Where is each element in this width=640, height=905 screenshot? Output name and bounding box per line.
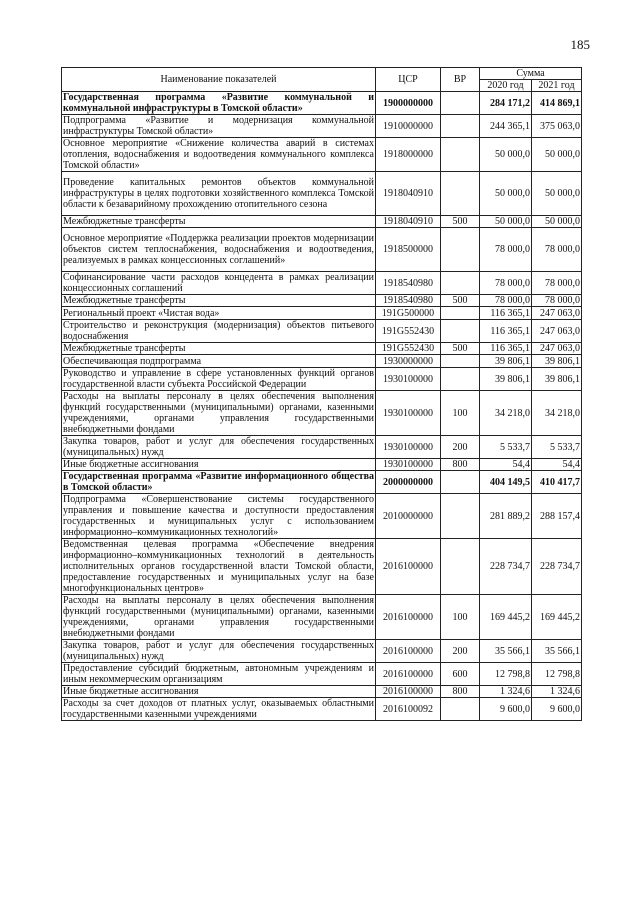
row-csr: 1910000000 — [376, 115, 441, 138]
row-sum-2020: 228 734,7 — [480, 539, 532, 595]
row-sum-2021: 228 734,7 — [532, 539, 582, 595]
row-name: Расходы на выплаты персоналу в целях обеспечения выполнения функций государственными (муниципальными) органами, казенными учреждениями, органами управления государственными внебюджетными фондами — [63, 595, 374, 639]
table-row — [62, 640, 582, 663]
row-csr: 2016100000 — [376, 595, 441, 640]
row-sum-2021: 35 566,1 — [532, 640, 582, 663]
row-csr: 2016100000 — [376, 539, 441, 595]
table-row — [62, 663, 582, 686]
row-sum-2020: 284 171,2 — [480, 92, 532, 115]
row-name: Закупка товаров, работ и услуг для обеспечения государственных (муниципальных) нужд — [63, 640, 374, 662]
row-sum-2021: 78 000,0 — [532, 272, 582, 295]
row-name: Строительство и реконструкция (модернизация) объектов питьевого водоснабжения — [63, 320, 374, 342]
row-csr: 2010000000 — [376, 494, 441, 539]
row-name: Государственная программа «Развитие информационного общества в Томской области» — [63, 471, 374, 493]
row-sum-2020: 50 000,0 — [480, 216, 532, 228]
row-sum-2020: 281 889,2 — [480, 494, 532, 539]
row-name: Иные бюджетные ассигнования — [62, 459, 376, 471]
row-sum-2021: 247 063,0 — [532, 343, 582, 355]
row-sum-2020: 50 000,0 — [480, 172, 532, 216]
row-sum-2021: 54,4 — [532, 459, 582, 471]
row-name: Межбюджетные трансферты — [62, 295, 376, 307]
row-sum-2020: 9 600,0 — [480, 698, 532, 721]
row-csr: 1918540980 — [376, 272, 441, 295]
row-csr: 1918540980 — [376, 295, 441, 307]
row-csr: 2016100000 — [376, 686, 441, 698]
header-year-2020: 2020 год — [480, 80, 532, 92]
row-sum-2021: 39 806,1 — [532, 355, 582, 368]
row-csr: 1918000000 — [376, 138, 441, 172]
row-name: Подпрограмма «Развитие и модернизация коммунальной инфраструктуры Томской области» — [63, 115, 374, 137]
row-sum-2020: 169 445,2 — [480, 595, 532, 640]
row-csr: 1930100000 — [376, 368, 441, 391]
row-sum-2020: 1 324,6 — [480, 686, 532, 698]
row-name: Ведомственная целевая программа «Обеспечение внедрения информационно–коммуникационных технологий в деятельность исполнительных органов государственной власти Томской области, предоставление государственных и муниципальных услуг на базе многофункциональных центров» — [63, 539, 374, 594]
row-vr: 100 — [441, 595, 480, 640]
row-name: Подпрограмма «Совершенствование системы государственного управления и повышение качества и доступности предоставления государственных и муниципальных услуг с использованием информационно–коммуникационных технологий» — [63, 494, 374, 538]
header-name: Наименование показателей — [62, 68, 376, 92]
row-sum-2021: 169 445,2 — [532, 595, 582, 640]
row-sum-2021: 247 063,0 — [532, 307, 582, 320]
row-vr: 500 — [441, 343, 480, 355]
row-sum-2020: 116 365,1 — [480, 320, 532, 343]
row-csr: 191G552430 — [376, 343, 441, 355]
row-csr: 1918500000 — [376, 228, 441, 272]
row-name: Иные бюджетные ассигнования — [62, 686, 376, 698]
row-sum-2021: 1 324,6 — [532, 686, 582, 698]
table-row — [62, 436, 582, 459]
row-vr — [441, 138, 480, 172]
row-vr: 100 — [441, 391, 480, 436]
row-csr: 1930100000 — [376, 459, 441, 471]
row-sum-2020: 78 000,0 — [480, 272, 532, 295]
row-sum-2021: 410 417,7 — [532, 471, 582, 494]
row-vr — [441, 494, 480, 539]
row-csr: 2016100000 — [376, 663, 441, 686]
row-name: Расходы за счет доходов от платных услуг, оказываемых областными государственными казенными учреждениями — [63, 698, 374, 720]
row-vr — [441, 228, 480, 272]
row-sum-2020: 54,4 — [480, 459, 532, 471]
row-sum-2021: 288 157,4 — [532, 494, 582, 539]
row-sum-2021: 375 063,0 — [532, 115, 582, 138]
row-name: Региональный проект «Чистая вода» — [62, 307, 376, 320]
row-name: Софинансирование части расходов концедента в рамках реализации концессионных соглашений — [63, 272, 374, 294]
row-vr: 800 — [441, 686, 480, 698]
table-row — [62, 355, 582, 368]
row-csr: 2000000000 — [376, 471, 441, 494]
row-vr: 600 — [441, 663, 480, 686]
budget-table — [61, 67, 582, 721]
row-csr: 1918040910 — [376, 216, 441, 228]
row-sum-2020: 35 566,1 — [480, 640, 532, 663]
row-sum-2021: 12 798,8 — [532, 663, 582, 686]
row-vr — [441, 471, 480, 494]
row-csr: 1930100000 — [376, 391, 441, 436]
table-row — [62, 295, 582, 307]
header-sum: Сумма — [480, 68, 582, 80]
row-vr: 500 — [441, 216, 480, 228]
row-sum-2020: 78 000,0 — [480, 295, 532, 307]
row-vr — [441, 698, 480, 721]
row-name: Основное мероприятие «Снижение количества аварий в системах отопления, водоснабжения и водоотведения коммунального комплекса Томской области» — [63, 138, 374, 171]
row-sum-2021: 5 533,7 — [532, 436, 582, 459]
row-name: Межбюджетные трансферты — [62, 343, 376, 355]
row-csr: 1930100000 — [376, 436, 441, 459]
table-row — [62, 343, 582, 355]
row-sum-2021: 50 000,0 — [532, 138, 582, 172]
row-name: Закупка товаров, работ и услуг для обеспечения государственных (муниципальных) нужд — [63, 436, 374, 458]
table-row — [62, 494, 582, 539]
row-name: Проведение капитальных ремонтов объектов коммунальной инфраструктуры в целях подготовки хозяйственного комплекса Томской области к безаварийному прохождению отопительного сезона — [62, 172, 376, 216]
row-csr: 191G552430 — [376, 320, 441, 343]
table-row — [62, 686, 582, 698]
row-csr: 1918040910 — [376, 172, 441, 216]
row-sum-2020: 244 365,1 — [480, 115, 532, 138]
row-sum-2021: 39 806,1 — [532, 368, 582, 391]
row-name: Межбюджетные трансферты — [62, 216, 376, 228]
row-vr — [441, 172, 480, 216]
row-sum-2021: 78 000,0 — [532, 295, 582, 307]
row-sum-2021: 414 869,1 — [532, 92, 582, 115]
header-csr: ЦСР — [376, 68, 441, 92]
row-sum-2020: 12 798,8 — [480, 663, 532, 686]
table-row — [62, 172, 582, 216]
table-row — [62, 92, 582, 115]
page-number: 185 — [570, 37, 590, 52]
table-row — [62, 539, 582, 595]
row-vr: 200 — [441, 640, 480, 663]
row-sum-2020: 50 000,0 — [480, 138, 532, 172]
table-body — [62, 92, 582, 721]
row-csr: 191G500000 — [376, 307, 441, 320]
row-sum-2020: 34 218,0 — [480, 391, 532, 436]
row-name: Расходы на выплаты персоналу в целях обеспечения выполнения функций государственными (муниципальными) органами, казенными учреждениями, органами управления государственными внебюджетными фондами — [63, 391, 374, 435]
row-vr — [441, 92, 480, 115]
table-row — [62, 216, 582, 228]
row-vr: 200 — [441, 436, 480, 459]
row-sum-2020: 404 149,5 — [480, 471, 532, 494]
table-row — [62, 368, 582, 391]
row-name: Основное мероприятие «Поддержка реализации проектов модернизации объектов систем теплоснабжения, водоснабжения и водоотведения, реализуемых в рамках концессионных соглашений» — [62, 228, 376, 272]
row-sum-2020: 116 365,1 — [480, 343, 532, 355]
table-row — [62, 307, 582, 320]
table-row — [62, 138, 582, 172]
table-row — [62, 115, 582, 138]
row-vr — [441, 539, 480, 595]
row-vr: 500 — [441, 295, 480, 307]
row-sum-2021: 50 000,0 — [532, 172, 582, 216]
table-row — [62, 459, 582, 471]
row-csr: 2016100092 — [376, 698, 441, 721]
row-vr — [441, 355, 480, 368]
row-sum-2021: 247 063,0 — [532, 320, 582, 343]
row-sum-2020: 39 806,1 — [480, 368, 532, 391]
row-vr — [441, 368, 480, 391]
row-sum-2021: 9 600,0 — [532, 698, 582, 721]
row-sum-2021: 50 000,0 — [532, 216, 582, 228]
table-row — [62, 320, 582, 343]
row-name: Обеспечивающая подпрограмма — [62, 355, 376, 368]
table-row — [62, 471, 582, 494]
table-row — [62, 391, 582, 436]
row-sum-2020: 39 806,1 — [480, 355, 532, 368]
row-name: Руководство и управление в сфере установленных функций органов государственной власти субъекта Российской Федерации — [63, 368, 374, 390]
row-sum-2020: 5 533,7 — [480, 436, 532, 459]
row-sum-2020: 78 000,0 — [480, 228, 532, 272]
row-sum-2020: 116 365,1 — [480, 307, 532, 320]
table-row — [62, 698, 582, 721]
table-row — [62, 595, 582, 640]
row-sum-2021: 78 000,0 — [532, 228, 582, 272]
row-sum-2021: 34 218,0 — [532, 391, 582, 436]
row-csr: 1930000000 — [376, 355, 441, 368]
row-vr — [441, 320, 480, 343]
row-csr: 1900000000 — [376, 92, 441, 115]
row-vr — [441, 115, 480, 138]
header-year-2021: 2021 год — [532, 80, 582, 92]
row-csr: 2016100000 — [376, 640, 441, 663]
header-vr: ВР — [441, 68, 480, 92]
row-vr: 800 — [441, 459, 480, 471]
table-row — [62, 272, 582, 295]
table-row — [62, 228, 582, 272]
row-name: Государственная программа «Развитие коммунальной и коммунальной инфраструктуры в Томской области» — [63, 92, 374, 114]
row-vr — [441, 272, 480, 295]
row-vr — [441, 307, 480, 320]
row-name: Предоставление субсидий бюджетным, автономным учреждениям и иным некоммерческим организациям — [63, 663, 374, 685]
